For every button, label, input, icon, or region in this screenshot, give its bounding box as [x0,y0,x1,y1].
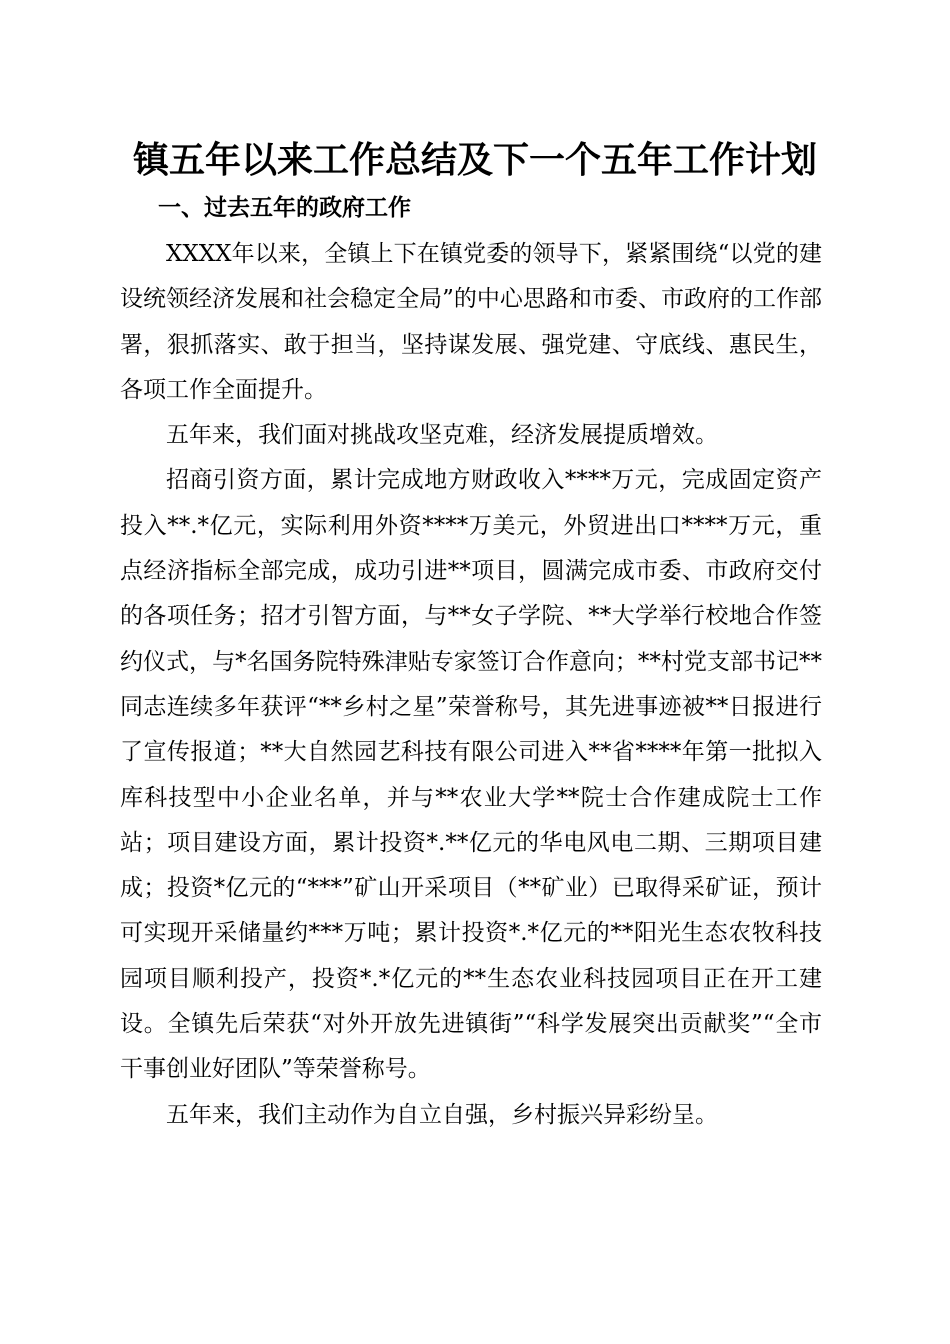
paragraph-rural-revitalization: 五年来，我们主动作为自立自强，乡村振兴异彩纷呈。 [166,1101,718,1128]
section-heading: 一、过去五年的政府工作 [158,195,411,221]
paragraph-economy-summary: 五年来，我们面对挑战攻坚克难，经济发展提质增效。 [166,422,718,449]
document-title: 镇五年以来工作总结及下一个五年工作计划 [132,139,817,181]
paragraph-intro: XXXX年以来，全镇上下在镇党委的领导下，紧紧围绕“以党的建设统领经济发展和社会稳定全局”的中心思路和市委、市政府的工作部署，狠抓落实、敢于担当，坚持谋发展、强党建、守底线、惠民生，各项工作全面提升。 [120,241,822,403]
paragraph-economy-details: 招商引资方面，累计完成地方财政收入****万元，完成固定资产投入**.*亿元，实际利用外资****万美元，外贸进出口****万元，重点经济指标全部完成，成功引进**项目，圆满完成市委、市政府交付的各项任务；招才引智方面，与**女子学院、**大学举行校地合作签约仪式，与*名国务院特殊津贴专家签订合作意向；**村党支部书记**同志连续多年获评“**乡村之星”荣誉称号，其先进事迹被**日报进行了宣传报道；**大自然园艺科技有限公司进入**省****年第一批拟入库科技型中小企业名单，并与**农业大学**院士合作建成院士工作站；项目建设方面，累计投资*.**亿元的华电风电二期、三期项目建成；投资*亿元的“***”矿山开采项目（**矿业）已取得采矿证，预计可实现开采储量约***万吨；累计投资*.*亿元的**阳光生态农牧科技园项目顺利投产，投资*.*亿元的**生态农业科技园项目正在开工建设。全镇先后荣获“对外开放先进镇街”“科学发展突出贡献奖”“全市干事创业好团队”等荣誉称号。 [120,467,822,1083]
document-body [120,232,822,1138]
